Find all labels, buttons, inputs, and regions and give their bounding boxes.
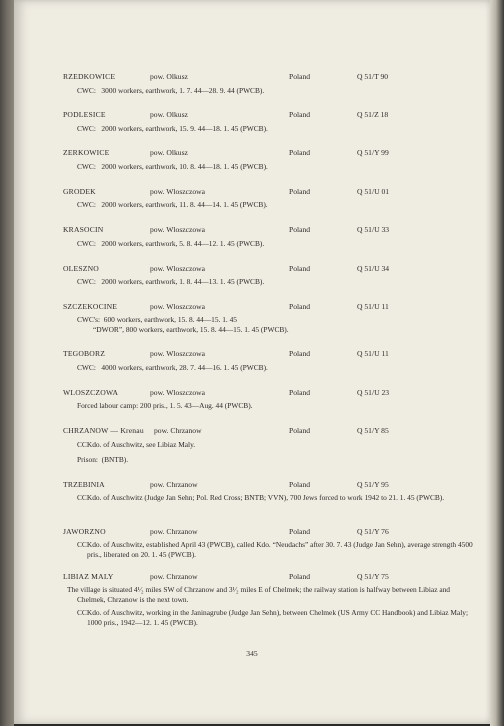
- country: Poland: [289, 349, 311, 358]
- entry-detail: CWC: 2000 workers, earthwork, 11. 8. 44—14. 1. 45 (PWCB).: [77, 200, 268, 209]
- country: Poland: [289, 480, 311, 489]
- district: pow. Wloszczowa: [150, 225, 206, 234]
- place-name: ZERKOWICE: [63, 148, 110, 157]
- country: Poland: [289, 148, 311, 157]
- entry-detail: Prison: (BNTB).: [77, 455, 129, 464]
- country: Poland: [289, 187, 311, 196]
- page-number: 345: [246, 649, 258, 658]
- country: Poland: [289, 572, 311, 581]
- entry-heading: [14, 148, 490, 160]
- place-name: TEGOBORZ: [63, 349, 106, 358]
- district: pow. Olkusz: [150, 72, 188, 81]
- country: Poland: [289, 302, 311, 311]
- district: pow. Wloszczowa: [150, 349, 206, 358]
- grid-reference: Q 51/U 23: [357, 388, 390, 397]
- entry-heading: [14, 426, 490, 438]
- country: Poland: [289, 264, 311, 273]
- entry-heading: [14, 480, 490, 492]
- country: Poland: [289, 426, 311, 435]
- country: Poland: [289, 110, 311, 119]
- place-name: OLESZNO: [63, 264, 99, 273]
- entry-heading: [14, 264, 490, 276]
- district: pow. Wloszczowa: [150, 187, 206, 196]
- entry-heading: [14, 225, 490, 237]
- district: pow. Chrzanow: [154, 426, 202, 435]
- place-name: PODLESICE: [63, 110, 106, 119]
- entries-list: [14, 0, 490, 724]
- entry-detail: The village is situated 4¹⁄₂ miles SW of Chrzanow and 3¹⁄₂ miles E of Chelmek; the railway station is halfway between Libiaz and Chelmek, Chrzanow is the next town.: [67, 585, 450, 604]
- country: Poland: [289, 72, 311, 81]
- district: pow. Chrzanow: [150, 572, 198, 581]
- entry-heading: [14, 110, 490, 122]
- entry-heading: [14, 302, 490, 314]
- entry-detail: “DWOR”, 800 workers, earthwork, 15. 8. 44—15. 1. 45 (PWCB).: [93, 325, 289, 334]
- place-name: CHRZANOW — Krenau: [63, 426, 144, 435]
- place-name: WLOSZCZOWA: [63, 388, 119, 397]
- entry-heading: [14, 349, 490, 361]
- grid-reference: Q 51/U 01: [357, 187, 390, 196]
- place-name: RZEDKOWICE: [63, 72, 116, 81]
- place-name: SZCZEKOCINE: [63, 302, 118, 311]
- entry-detail: CWC's: 600 workers, earthwork, 15. 8. 44—15. 1. 45: [77, 315, 238, 324]
- grid-reference: Q 51/Y 76: [357, 527, 389, 536]
- entry-detail: CWC: 4000 workers, earthwork, 28. 7. 44—16. 1. 45 (PWCB).: [77, 363, 268, 372]
- grid-reference: Q 51/U 11: [357, 302, 389, 311]
- place-name: JAWORZNO: [63, 527, 106, 536]
- entry-detail: CWC: 2000 workers, earthwork, 1. 8. 44—13. 1. 45 (PWCB).: [77, 277, 265, 286]
- entry-detail: CWC: 2000 workers, earthwork, 10. 8. 44—18. 1. 45 (PWCB).: [77, 162, 268, 171]
- country: Poland: [289, 527, 311, 536]
- district: pow. Olkusz: [150, 148, 188, 157]
- place-name: GRODEK: [63, 187, 96, 196]
- place-name: TRZEBINIA: [63, 480, 105, 489]
- entry-detail: CWC: 3000 workers, earthwork, 1. 7. 44—28. 9. 44 (PWCB).: [77, 86, 265, 95]
- grid-reference: Q 51/U 34: [357, 264, 390, 273]
- grid-reference: Q 51/U 33: [357, 225, 390, 234]
- district: pow. Wloszczowa: [150, 264, 206, 273]
- entry-heading: [14, 572, 490, 584]
- district: pow. Wloszczowa: [150, 388, 206, 397]
- grid-reference: Q 51/Y 95: [357, 480, 389, 489]
- grid-reference: Q 51/Y 75: [357, 572, 389, 581]
- place-name: KRASOCIN: [63, 225, 104, 234]
- country: Poland: [289, 388, 311, 397]
- grid-reference: Q 51/U 11: [357, 349, 389, 358]
- book-binding: [0, 0, 14, 726]
- entry-detail: CCKdo. of Auschwitz (Judge Jan Sehn; Pol. Red Cross; BNTB; VVN), 700 Jews forced to work 1942 to 21. 1. 45 (PWCB).: [77, 493, 445, 502]
- entry-heading: [14, 527, 490, 539]
- district: pow. Chrzanow: [150, 480, 198, 489]
- entry-detail: CCKdo. of Auschwitz, working in the Janinagrube (Judge Jan Sehn), between Chelmek (US Army CC Handbook) and Libiaz Maly; 1000 pris., 1942—12. 1. 45 (PWCB).: [77, 608, 469, 627]
- district: pow. Olkusz: [150, 110, 188, 119]
- entry-detail: CWC: 2000 workers, earthwork, 5. 8. 44—12. 1. 45 (PWCB).: [77, 239, 265, 248]
- district: pow. Wloszczowa: [150, 302, 206, 311]
- document-page: [14, 0, 490, 724]
- entry-heading: [14, 72, 490, 84]
- country: Poland: [289, 225, 311, 234]
- grid-reference: Q 51/Y 99: [357, 148, 389, 157]
- entry-heading: [14, 388, 490, 400]
- page-edge: [490, 0, 504, 726]
- entry-detail: CCKdo. of Auschwitz, established April 43 (PWCB), called Kdo. “Neudachs” after 30. 7. 43 (Judge Jan Sehn), average strength 4500 pris., liberated on 20. 1. 45 (PWCB).: [77, 540, 473, 559]
- entry-detail: CCKdo. of Auschwitz, see Libiaz Maly.: [77, 440, 196, 449]
- grid-reference: Q 51/Y 85: [357, 426, 389, 435]
- grid-reference: Q 51/Z 18: [357, 110, 389, 119]
- grid-reference: Q 51/T 90: [357, 72, 389, 81]
- entry-heading: [14, 187, 490, 199]
- district: pow. Chrzanow: [150, 527, 198, 536]
- entry-detail: CWC: 2000 workers, earthwork, 15. 9. 44—18. 1. 45 (PWCB).: [77, 124, 268, 133]
- place-name: LIBIAZ MALY: [63, 572, 114, 581]
- entry-detail: Forced labour camp: 200 pris., 1. 5. 43—Aug. 44 (PWCB).: [77, 401, 253, 410]
